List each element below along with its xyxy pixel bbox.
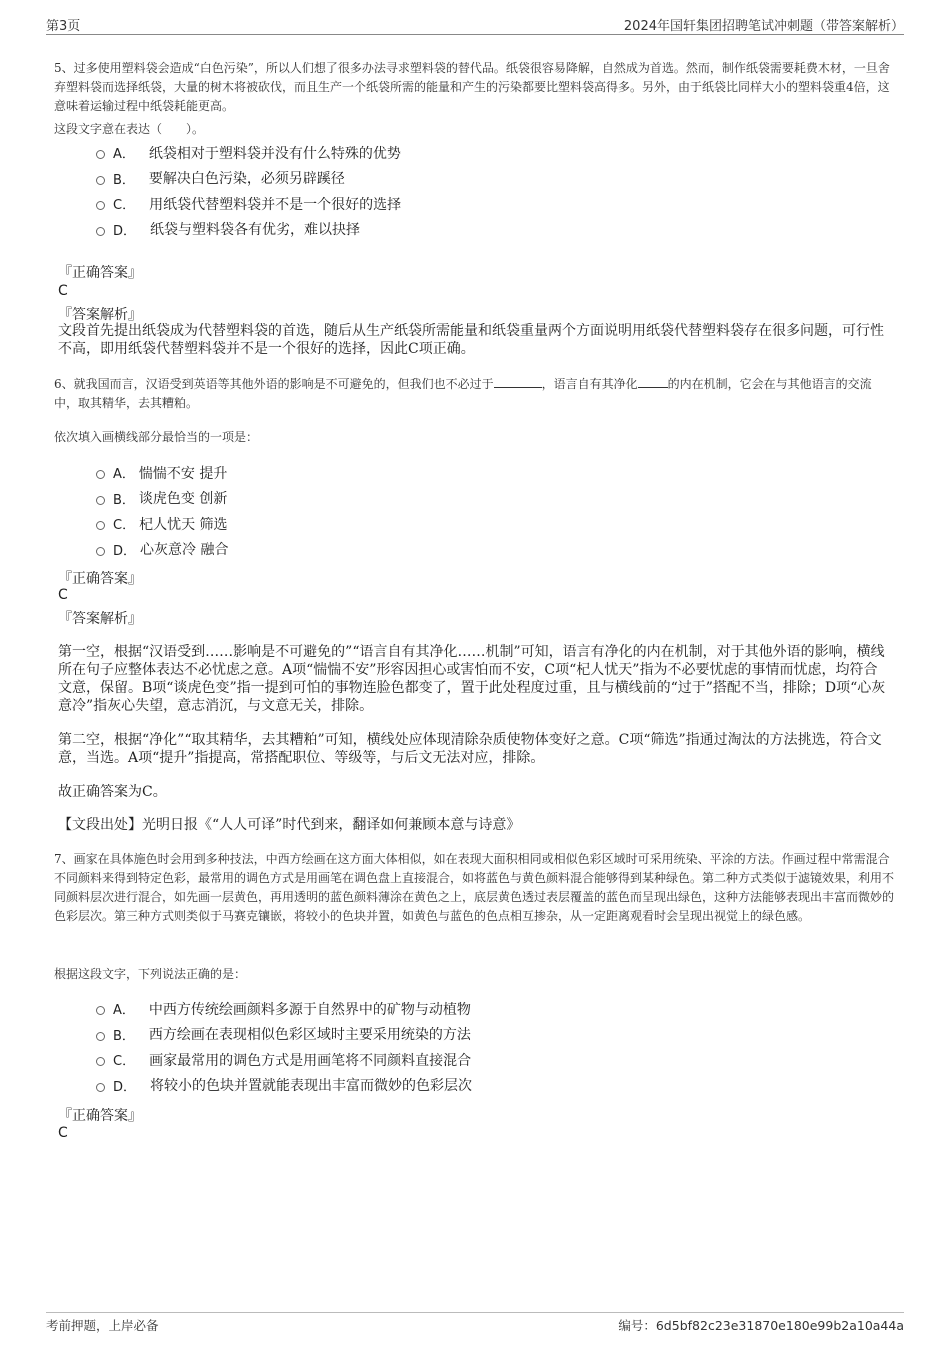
answer-label: 『正确答案』 — [58, 1108, 142, 1124]
radio-button-icon[interactable] — [96, 176, 105, 185]
radio-button-icon[interactable] — [96, 521, 105, 530]
option-d[interactable]: D． 心灰意冷 融合 — [96, 537, 856, 563]
analysis-conclusion: 故正确答案为C。 — [58, 784, 167, 800]
question-5-prompt: 这段文字意在表达（ ）。 — [54, 122, 205, 136]
page-footer — [46, 1312, 904, 1335]
answer-label: 『正确答案』 — [58, 571, 142, 587]
analysis-paragraph-1: 第一空，根据“汉语受到……影响是不可避免的”“语言自有其净化……机制”可知，语言有净化的内在机制，对于其他外语的影响，横线所在句子应整体表达不必忧虑之意。A项“惴惴不安”形容因担心或害怕而不安，C项“杞人忧天”指为不必要忧虑的事情而忧虑，均符合文意，保留。B项“谈虎色变”指一提到可怕的事物连脸色都变了，置于此处程度过重，且与横线前的“过于”搭配不当，排除；D项“心灰意冷”指灰心失望，意志消沉，与文意无关，排除。 — [58, 644, 886, 714]
analysis-paragraph-2: 第二空，根据“净化”“取其精华，去其糟粕”可知，横线处应体现清除杂质使物体变好之意。C项“筛选”指通过淘汰的方法挑选，符合文意，当选。A项“提升”指提高，常搭配职位、等级等，与后文无法对应，排除。 — [58, 732, 882, 766]
option-b[interactable]: B． 西方绘画在表现相似色彩区域时主要采用统染的方法 — [96, 1022, 856, 1048]
option-d[interactable]: D． 将较小的色块并置就能表现出丰富而微妙的色彩层次 — [96, 1073, 856, 1099]
footer-slogan: 考前押题，上岸必备 — [46, 1318, 159, 1333]
option-c[interactable]: C． 杞人忧天 筛选 — [96, 511, 856, 537]
fill-blank-1 — [494, 375, 542, 388]
option-a[interactable]: A． 中西方传统绘画颜料多源于自然界中的矿物与动植物 — [96, 996, 856, 1022]
question-5-options — [96, 140, 856, 242]
option-text: 杞人忧天 筛选 — [139, 516, 228, 533]
radio-button-icon[interactable] — [96, 470, 105, 479]
option-d[interactable]: D． 纸袋与塑料袋各有优劣，难以抉择 — [96, 217, 856, 243]
radio-button-icon[interactable] — [96, 496, 105, 505]
option-text: 画家最常用的调色方式是用画笔将不同颜料直接混合 — [149, 1052, 472, 1069]
option-a[interactable]: A． 惴惴不安 提升 — [96, 460, 856, 486]
radio-button-icon[interactable] — [96, 1006, 105, 1015]
analysis-label: 『答案解析』 — [58, 307, 142, 323]
option-b[interactable]: B． 谈虎色变 创新 — [96, 486, 856, 512]
analysis-label: 『答案解析』 — [58, 611, 142, 627]
option-text: 心灰意冷 融合 — [140, 542, 229, 559]
option-text: 纸袋与塑料袋各有优劣，难以抉择 — [150, 222, 361, 239]
option-text: 要解决白色污染，必须另辟蹊径 — [148, 171, 345, 188]
radio-button-icon[interactable] — [96, 1083, 105, 1092]
radio-button-icon[interactable] — [96, 1032, 105, 1041]
document-code: 编号：6d5bf82c23e31870e180e99b2a10a44a — [618, 1318, 904, 1333]
question-7-prompt: 根据这段文字，下列说法正确的是： — [54, 967, 247, 981]
option-text: 谈虎色变 创新 — [138, 491, 228, 508]
radio-button-icon[interactable] — [96, 227, 105, 236]
option-c[interactable]: C． 用纸袋代替塑料袋并不是一个很好的选择 — [96, 191, 856, 217]
option-text: 惴惴不安 提升 — [138, 465, 228, 482]
source-citation: 【文段出处】光明日报《“人人可译”时代到来，翻译如何兼顾本意与诗意》 — [58, 817, 521, 833]
option-c[interactable]: C． 画家最常用的调色方式是用画笔将不同颜料直接混合 — [96, 1047, 856, 1073]
question-6-text: 6、就我国而言，汉语受到英语等其他外语的影响是不可避免的，但我们也不必过于 ，语言自有其净化 的内在机制，它会在与其他语言的交流中，取其精华，去其糟粕。 — [54, 377, 872, 410]
question-5-text: 5、过多使用塑料袋会造成“白色污染”，所以人们想了很多办法寻求塑料袋的替代品。纸袋很容易降解，自然成为首选。然而，制作纸袋需要耗费木材，一旦舍弃塑料袋而选择纸袋，大量的树木将被砍伐，而且生产一个纸袋所需的能量和产生的污染都要比塑料袋高得多。另外，由于纸袋比同样大小的塑料袋重4倍，这意味着运输过程中纸袋耗能更高。 — [54, 61, 890, 113]
document-title: 2024年国轩集团招聘笔试冲刺题（带答案解析） — [623, 19, 904, 34]
page-number: 第3页 — [46, 19, 81, 34]
answer-value: C — [58, 587, 68, 603]
option-a[interactable]: A． 纸袋相对于塑料袋并没有什么特殊的优势 — [96, 140, 856, 166]
option-text: 用纸袋代替塑料袋并不是一个很好的选择 — [149, 196, 402, 213]
answer-value: C — [58, 1125, 68, 1141]
answer-value: C — [58, 283, 68, 299]
option-text: 中西方传统绘画颜料多源于自然界中的矿物与动植物 — [148, 1001, 471, 1018]
question-7-text: 7、画家在具体施色时会用到多种技法，中西方绘画在这方面大体相似，如在表现大面积相同或相似色彩区域时可采用统染、平涂的方法。作画过程中常需混合不同颜料来得到特定色彩，最常用的调色方式是用画笔在调色盘上直接混合，如将蓝色与黄色颜料混合能够得到某种绿色。第二种方式类似于滤镜效果，利用不同颜料层次进行混合，如先画一层黄色，再用透明的蓝色颜料薄涂在黄色之上，底层黄色透过表层覆盖的蓝色而呈现出绿色，这种方法能够表现出丰富而微妙的色彩层次。第三种方式则类似于马赛克镶嵌，将较小的色块并置，如黄色与蓝色的色点相互掺杂，从一定距离观看时会呈现出视觉上的绿色感。 — [54, 852, 895, 923]
radio-button-icon[interactable] — [96, 201, 105, 210]
page-header — [46, 14, 904, 35]
question-6-prompt: 依次填入画横线部分最恰当的一项是： — [54, 430, 259, 444]
radio-button-icon[interactable] — [96, 1057, 105, 1066]
radio-button-icon[interactable] — [96, 547, 105, 556]
analysis-text: 文段首先提出纸袋成为代替塑料袋的首选，随后从生产纸袋所需能量和纸袋重量两个方面说明用纸袋代替塑料袋存在很多问题，可行性不高，即用纸袋代替塑料袋并不是一个很好的选择，因此C项正确。 — [58, 323, 884, 357]
answer-label: 『正确答案』 — [58, 265, 142, 281]
question-7-options — [96, 996, 856, 1098]
option-text: 纸袋相对于塑料袋并没有什么特殊的优势 — [148, 145, 401, 162]
option-text: 西方绘画在表现相似色彩区域时主要采用统染的方法 — [148, 1027, 471, 1044]
radio-button-icon[interactable] — [96, 150, 105, 159]
option-b[interactable]: B． 要解决白色污染，必须另辟蹊径 — [96, 166, 856, 192]
fill-blank-2 — [638, 375, 668, 388]
option-text: 将较小的色块并置就能表现出丰富而微妙的色彩层次 — [150, 1078, 473, 1095]
question-6-options — [96, 460, 856, 562]
